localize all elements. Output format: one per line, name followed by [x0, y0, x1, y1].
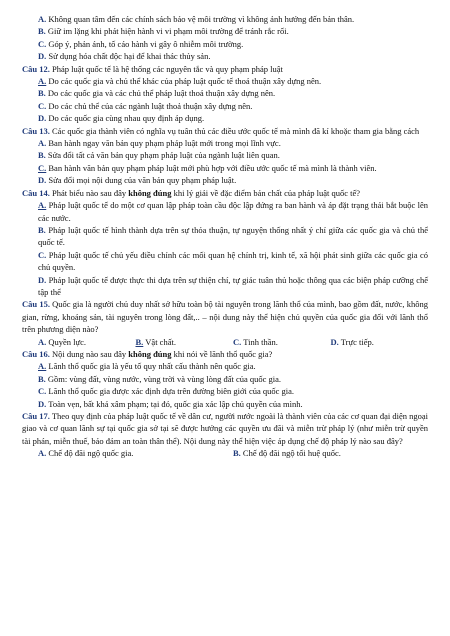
- question-13: [22, 125, 428, 187]
- option-14-d[interactable]: [22, 274, 428, 299]
- question-label: Câu 16.: [22, 348, 50, 359]
- question-11-options: [22, 13, 428, 63]
- option-letter: C.: [38, 162, 47, 173]
- option-letter: A.: [38, 200, 47, 211]
- option-15-c[interactable]: [233, 336, 331, 348]
- option-14-a[interactable]: [22, 199, 428, 224]
- option-letter: D.: [38, 51, 47, 62]
- option-text: Chế độ đãi ngộ quốc gia.: [48, 448, 134, 459]
- option-text: Sửa đổi mọi nội dung của văn bản quy phạm pháp luật.: [48, 175, 237, 186]
- option-15-b[interactable]: [136, 336, 234, 348]
- question-label: Câu 17.: [22, 411, 50, 421]
- option-14-c[interactable]: [22, 249, 428, 274]
- option-letter: B.: [38, 150, 46, 161]
- option-text: Do các chủ thể của các ngành luật thoả thuận xây dựng nên.: [48, 100, 253, 111]
- question-text: Quốc gia là người chủ duy nhất sở hữu toàn bộ tài nguyên trong lãnh thổ của mình, bao gồm đất, nước, không gian, rừng, khoáng sản, tài nguyên trong lòng đất,.. – nội dung này thể hiện chủ quyền của quốc gia đối với lãnh thổ trên phương diện nào?: [22, 299, 429, 335]
- question-text-pre: Nội dung nào sau đây: [52, 348, 129, 359]
- option-letter: D.: [330, 336, 339, 347]
- question-text-emphasis: không đúng: [128, 348, 172, 359]
- option-16-a[interactable]: [22, 360, 428, 372]
- option-text: Sử dụng hóa chất độc hại để khai thác thủy sản.: [48, 51, 211, 62]
- option-16-d[interactable]: [22, 398, 428, 410]
- option-15-d[interactable]: [331, 336, 429, 348]
- option-text: Toàn vẹn, bất khả xâm phạm; tại đó, quốc gia xác lập chủ quyền của mình.: [48, 398, 303, 409]
- option-letter: B.: [38, 224, 46, 235]
- question-17: [22, 410, 428, 460]
- option-text: Tinh thần.: [243, 336, 278, 347]
- option-13-d[interactable]: [22, 174, 428, 186]
- option-text: Trực tiếp.: [340, 336, 374, 347]
- option-11-c[interactable]: [22, 38, 428, 50]
- question-text-emphasis: không đúng: [128, 187, 172, 198]
- option-text: Chế độ đãi ngộ tối huệ quốc.: [242, 448, 341, 459]
- option-letter: B.: [233, 448, 241, 459]
- option-11-d[interactable]: [22, 50, 428, 62]
- option-letter: A.: [38, 448, 47, 459]
- option-letter: A.: [38, 14, 47, 24]
- option-text: Gồm: vùng đất, vùng nước, vùng trời và vùng lòng đất của quốc gia.: [47, 373, 282, 384]
- option-letter: B.: [38, 373, 46, 384]
- options-row: [22, 336, 428, 348]
- option-16-b[interactable]: [22, 373, 428, 385]
- option-text: Giữ im lặng khi phát hiện hành vi vi phạm môi trường để tránh rắc rối.: [47, 26, 289, 37]
- options-row: [22, 447, 428, 459]
- option-letter: C.: [38, 249, 47, 260]
- option-13-a[interactable]: [22, 137, 428, 149]
- option-text: Pháp luật quốc tế hình thành dựa trên sự thỏa thuận, tự nguyện thống nhất ý chí giữa các quốc gia và chủ thể quốc tế.: [38, 224, 428, 248]
- question-text: Theo quy định của pháp luật quốc tế về dân cư, người nước ngoài là thành viên của các cơ quan đại diện ngoại giao và cơ quan lãnh sự tại quốc gia sở tại sẽ được hưởng các quyền ưu đãi và miễn trừ pháp lý (như miễn trừ quyền tài phán, miễn thuế, bảo đảm an toàn thân thể). Nội dung này thể hiện việc áp dụng chế độ pháp lý nào sau đây?: [22, 411, 429, 446]
- question-label: Câu 14.: [22, 187, 50, 198]
- question-stem: [22, 298, 428, 335]
- option-text: Ban hành ngay văn bản quy phạm pháp luật mới trong mọi lĩnh vực.: [48, 138, 281, 149]
- option-13-b[interactable]: [22, 149, 428, 161]
- question-stem: [22, 63, 428, 75]
- question-15: [22, 298, 428, 348]
- option-letter: D.: [38, 175, 47, 186]
- option-12-d[interactable]: [22, 112, 428, 124]
- question-12: [22, 63, 428, 125]
- question-text-pre: Phát biểu nào sau đây: [52, 187, 129, 198]
- option-11-a[interactable]: [22, 13, 428, 25]
- option-letter: C.: [38, 100, 47, 111]
- question-text: Các quốc gia thành viên có nghĩa vụ tuân thủ các điều ước quốc tế mà mình đã kí khoặc tham gia bằng cách: [52, 125, 420, 136]
- option-17-a[interactable]: [38, 447, 233, 459]
- option-letter: A.: [38, 336, 47, 347]
- question-label: Câu 13.: [22, 125, 50, 136]
- option-text: Không quan tâm đến các chính sách bảo vệ môi trường vì không ảnh hưởng đến bản thân.: [48, 14, 355, 24]
- question-label: Câu 12.: [22, 63, 50, 74]
- option-letter: C.: [38, 38, 47, 49]
- option-text: Pháp luật quốc tế chủ yếu điều chỉnh các mối quan hệ chính trị, kinh tế, xã hội phát sinh giữa các quốc gia có chủ quyền.: [38, 249, 428, 273]
- option-text: Do các quốc gia và các chủ thể pháp luật thoả thuận xây dựng nên.: [47, 88, 276, 99]
- question-text: Pháp luật quốc tế là hệ thống các nguyên tắc và quy phạm pháp luật: [52, 63, 283, 74]
- question-text-post: khi lý giải về đặc điểm bản chất của pháp luật quốc tế?: [171, 187, 361, 198]
- question-stem: [22, 125, 428, 137]
- option-letter: B.: [135, 336, 144, 347]
- option-text: Quyền lực.: [48, 336, 87, 347]
- option-text: Do các quốc gia cùng nhau quy định áp dụng.: [48, 113, 205, 124]
- option-14-b[interactable]: [22, 224, 428, 249]
- option-letter: D.: [38, 274, 47, 285]
- option-text: Pháp luật quốc tế được thực thi dựa trên sự thiện chí, tự giác tuân thủ hoặc thông qua các biện pháp cưỡng chế tập thể: [38, 274, 429, 297]
- option-text: Góp ý, phản ánh, tố cáo hành vi gây ô nhiễm môi trường.: [48, 38, 244, 49]
- option-15-a[interactable]: [38, 336, 136, 348]
- option-text: Lãnh thổ quốc gia là yếu tố quy nhất cấu thành nên quốc gia.: [48, 361, 256, 372]
- option-text: Lãnh thổ quốc gia được xác định dựa trên đường biên giới của quốc gia.: [48, 386, 295, 397]
- option-letter: B.: [38, 88, 46, 99]
- question-16: [22, 348, 428, 410]
- option-text: Sửa đổi tất cả văn bản quy phạm pháp luật của ngành luật liên quan.: [47, 150, 280, 161]
- option-letter: C.: [233, 336, 242, 347]
- option-text: Pháp luật quốc tế do một cơ quan lập pháp toàn cầu độc lập đứng ra ban hành và áp đặt trạng thái bắt buộc lên các nước.: [38, 200, 428, 223]
- option-letter: A.: [38, 76, 47, 87]
- option-text: Vật chất.: [145, 336, 176, 347]
- question-stem: [22, 348, 428, 360]
- question-stem: [22, 187, 428, 199]
- option-text: Do các quốc gia và chủ thể khác của pháp luật quốc tế thoả thuận xây dựng nên.: [48, 76, 322, 87]
- option-text: Ban hành văn bản quy phạm pháp luật mới phù hợp với điều ước quốc tế mà mình là thành viên.: [48, 162, 377, 173]
- option-12-c[interactable]: [22, 100, 428, 112]
- option-17-b[interactable]: [233, 447, 428, 459]
- option-letter: D.: [38, 113, 47, 124]
- option-12-b[interactable]: [22, 87, 428, 99]
- option-12-a[interactable]: [22, 75, 428, 87]
- question-stem: [22, 410, 428, 447]
- option-13-c[interactable]: [22, 162, 428, 174]
- option-11-b[interactable]: [22, 25, 428, 37]
- option-letter: A.: [38, 361, 47, 372]
- option-letter: C.: [38, 386, 47, 397]
- question-14: [22, 187, 428, 299]
- option-letter: A.: [38, 138, 47, 149]
- option-letter: B.: [38, 26, 46, 37]
- option-letter: D.: [38, 398, 47, 409]
- question-label: Câu 15.: [22, 299, 50, 310]
- question-text-post: khi nói về lãnh thổ quốc gia?: [171, 348, 273, 359]
- option-16-c[interactable]: [22, 385, 428, 397]
